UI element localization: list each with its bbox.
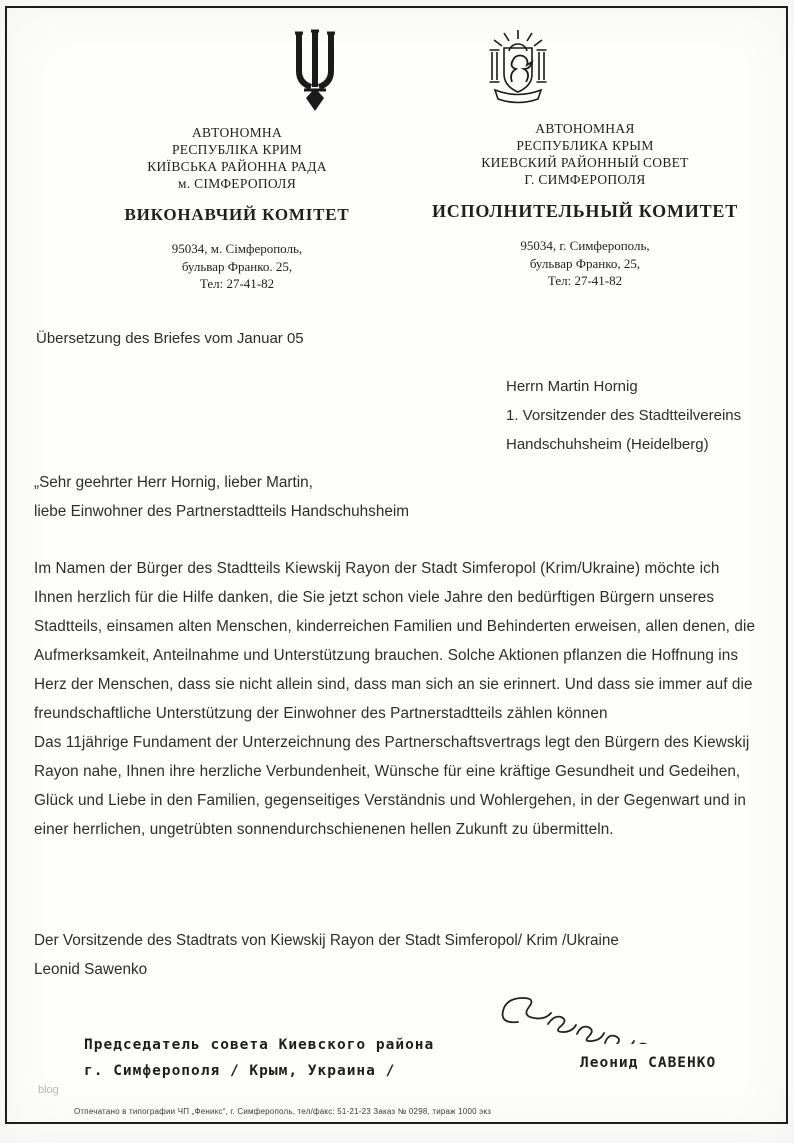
watermark: blog [38,1084,59,1096]
print-shop-info: Отпечатано в типографии ЧП „Феникс“, г. Симферополь, тел/факс: 51-21-23 Заказ № 0298, тираж 1000 экз [74,1107,492,1116]
letterhead-line: м. СІМФЕРОПОЛЯ [177,176,297,191]
letterhead-line: КИЇВСЬКА РАЙОННА РАДА [147,159,327,174]
address-line: бульвар Франко, 25, [529,255,641,271]
address-line: Тел: 27-41-82 [547,273,623,288]
letterhead-line: АВТОНОМНА [191,125,283,140]
recipient-place: Handschuhsheim (Heidelberg) [506,436,709,453]
salutation-line: liebe Einwohner des Partnerstadtteils Handschuhsheim [34,503,409,520]
recipient-role: 1. Vorsitzender des Stadtteilvereins [506,407,742,424]
signature-scribble-icon [488,990,668,1049]
letterhead-line: Г. СИМФЕРОПОЛЯ [524,172,646,187]
address-block-ukrainian [60,240,414,293]
committee-title-ukrainian: ВИКОНАВЧИЙ КОМІТЕТ [124,205,350,224]
letterhead-line: РЕСПУБЛІКА КРИМ [171,142,303,157]
letterhead-line: КИЕВСКИЙ РАЙОННЫЙ СОВЕТ [481,155,689,170]
closing-role: Der Vorsitzende des Stadtrats von Kiewskij Rayon der Stadt Simferopol/ Krim /Ukraine [34,932,619,949]
crimea-coat-of-arms-icon [480,26,556,111]
letter-body [34,554,762,844]
ukraine-trident-icon [292,28,338,119]
closing-block [34,926,619,984]
address-line: 95034, г. Симферополь, [520,238,650,253]
recipient-block [506,372,741,459]
salutation [34,468,409,526]
letterhead-line: РЕСПУБЛИКА КРЫМ [516,138,654,153]
committee-title-russian: ИСПОЛНИТЕЛЬНЫЙ КОМИТЕТ [432,201,738,221]
closing-name: Leonid Sawenko [34,961,148,978]
address-line: Тел: 27-41-82 [199,276,275,291]
signature-title-line: Председатель совета Киевского района [84,1037,435,1053]
body-paragraph: Das 11jährige Fundament der Unterzeichnung des Partnerschaftsvertrags legt den Bürgern des Kiewskij Rayon nahe, Ihnen ihre herzliche Verbundenheit, Wünsche für eine kräftige Gesundheit und Gedeihen, Glück und Liebe in den Familien, gegenseitiges Verständnis und Wohlergehen, in der Gegenwart und in einer herrlichen, ungetrübten sonnendurchschienenen hellen Zukunft zu übermitteln. [34,734,750,838]
recipient-name: Herrn Martin Hornig [506,378,638,395]
address-block-russian [415,237,755,290]
signature-name-cyrillic: Леонид САВЕНКО [580,1055,717,1071]
address-line: бульвар Франко. 25, [181,258,293,274]
letterhead-ukrainian [60,124,414,293]
letterhead-russian [415,120,755,290]
salutation-line: „Sehr geehrter Herr Hornig, lieber Martin, [34,474,313,491]
letterhead-line: АВТОНОМНАЯ [535,121,635,136]
signature-title-cyrillic [84,1032,434,1084]
signature-title-line: г. Симферополя / Крым, Украина / [84,1063,396,1079]
body-paragraph: Im Namen der Bürger des Stadtteils Kiewskij Rayon der Stadt Simferopol (Krim/Ukraine) möchte ich Ihnen herzlich für die Hilfe danken, die Sie jetzt schon viele Jahre den bedürftigen Bürgern unseres Stadtteils, einsamen alten Menschen, kinderreichen Familien und Behinderten erweisen, allen denen, die Aufmerksamkeit, Anteilnahme und Unterstützung brauchen. Solche Aktionen pflanzen die Hoffnung ins Herz der Menschen, dass sie nicht allein sind, dass man sich an sie erinnert. Und dass sie immer auf die freundschaftliche Unterstützung der Einwohner des Partnerstadtteils zählen können [34,560,756,722]
address-line: 95034, м. Сімферополь, [171,241,303,256]
subject-line: Übersetzung des Briefes vom Januar 05 [36,330,304,347]
